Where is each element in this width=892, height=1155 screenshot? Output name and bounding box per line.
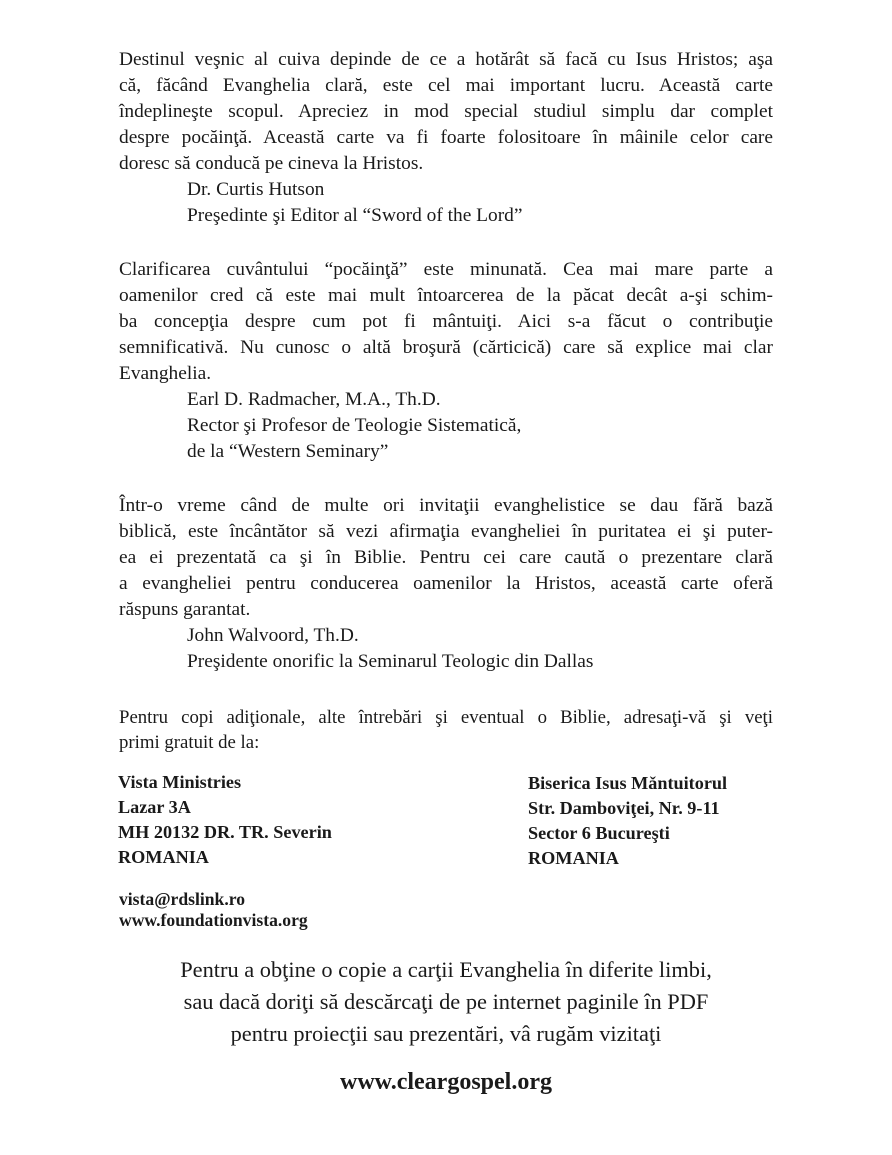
signature-title: Preşidente onorific la Seminarul Teologic din Dallas	[187, 651, 594, 672]
address-biserica	[528, 771, 727, 871]
address-line: Vista Ministries	[118, 772, 242, 792]
closing-line: sau dacă doriţi să descărcaţi de pe internet paginile în PDF	[183, 989, 709, 1014]
address-line: MH 20132 DR. TR. Severin	[118, 822, 332, 842]
signature-title: de la “Western Seminary”	[187, 441, 389, 462]
quote-3-signature	[187, 623, 593, 675]
quote-line: răspuns garantat.	[119, 599, 251, 620]
contact-email-link[interactable]: vista@rdslink.ro	[119, 889, 246, 909]
addresses-intro	[119, 705, 773, 755]
intro-line: primi gratuit de la:	[119, 732, 260, 753]
quote-line: despre pocăinţă. Această carte va fi foarte folositoare în mâinile celor care	[119, 127, 773, 148]
address-line: Str. Damboviţei, Nr. 9-11	[528, 798, 720, 818]
address-line: ROMANIA	[118, 847, 209, 867]
quote-line: că, făcând Evanghelia clară, este cel mai important lucru. Această carte	[119, 75, 773, 96]
quote-line: ea ei prezentată ca şi în Biblie. Pentru cei care caută o prezentare clară	[119, 547, 773, 568]
quote-line: Într-o vreme când de multe ori invitaţii evanghelistice se dau fără bază	[119, 495, 773, 516]
signature-name: John Walvoord, Th.D.	[187, 625, 359, 646]
quote-1-signature	[187, 177, 522, 229]
closing-line: pentru proiecţii sau prezentări, vâ rugăm vizitaţi	[230, 1021, 662, 1046]
address-line: Biserica Isus Mǎntuitorul	[528, 773, 728, 793]
address-line: Sector 6 Bucureşti	[528, 823, 670, 843]
quote-line: a evangheliei pentru conducerea oamenilor la Hristos, această carte oferă	[119, 573, 773, 594]
signature-name: Dr. Curtis Hutson	[187, 179, 325, 200]
quote-2-body	[119, 257, 773, 387]
closing-line: Pentru a obţine o copie a carţii Evanghelia în diferite limbi,	[180, 957, 712, 982]
contact-block	[119, 889, 308, 931]
quote-line: Clarificarea cuvântului “pocăinţă” este minunată. Cea mai mare parte a	[119, 259, 773, 280]
quote-line: doresc să conducă pe cineva la Hristos.	[119, 153, 424, 174]
intro-line: Pentru copi adiţionale, alte întrebări şi eventual o Biblie, adresaţi-vă şi veţi	[119, 707, 773, 728]
quote-line: îndeplineşte scopul. Apreciez in mod special studiul simplu dar complet	[119, 101, 773, 122]
quote-3-body	[119, 493, 773, 623]
closing-message	[0, 954, 892, 1050]
quote-2-signature	[187, 387, 521, 465]
signature-name: Earl D. Radmacher, M.A., Th.D.	[187, 389, 441, 410]
quote-line: biblică, este încântător să vezi afirmaţia evangheliei în puritatea ei şi puter-	[119, 521, 773, 542]
contact-website-link[interactable]: www.foundationvista.org	[119, 910, 308, 930]
signature-title: Rector şi Profesor de Teologie Sistematică,	[187, 415, 522, 436]
signature-title: Preşedinte şi Editor al “Sword of the Lord”	[187, 205, 523, 226]
quote-line: oamenilor cred că este mai mult întoarcerea de la păcat decât a-şi schim-	[119, 285, 773, 306]
quote-1-body	[119, 47, 773, 177]
quote-line: semnificativă. Nu cunosc o altă broşură (cărticică) care să explice mai clar	[119, 337, 773, 358]
address-line: ROMANIA	[528, 848, 619, 868]
quote-line: Evanghelia.	[119, 363, 212, 384]
address-vista-ministries	[118, 770, 332, 870]
address-line: Lazar 3A	[118, 797, 191, 817]
quote-line: ba concepţia despre cum pot fi mântuiţi. Aici s-a făcut o contribuţie	[119, 311, 773, 332]
website-link[interactable]: www.cleargospel.org	[340, 1069, 552, 1095]
quote-line: Destinul veşnic al cuiva depinde de ce a hotărât să facă cu Isus Hristos; aşa	[119, 49, 773, 70]
